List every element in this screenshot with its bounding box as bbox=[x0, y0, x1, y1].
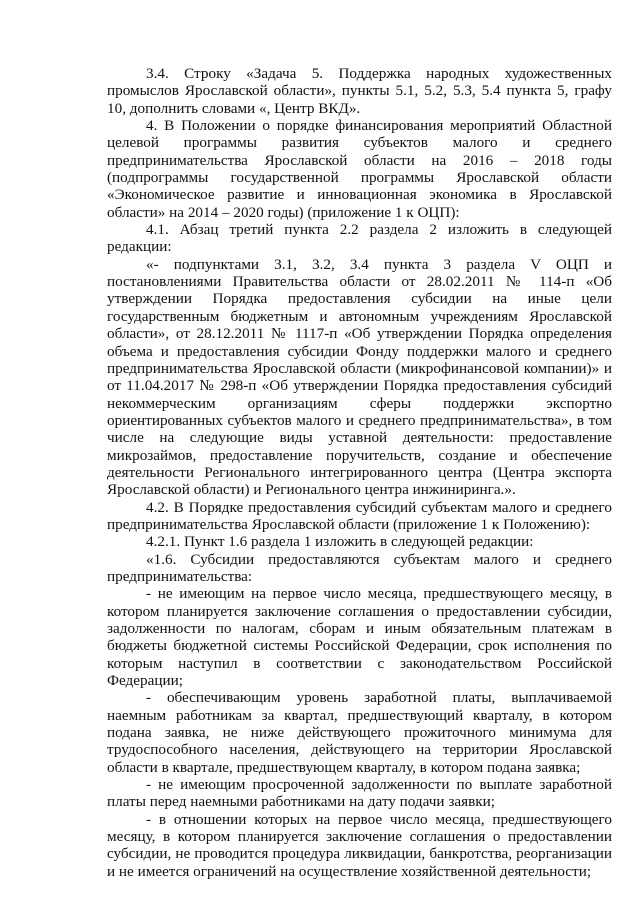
paragraph-4-2: 4.2. В Порядке предоставления субсидий субъектам малого и среднего предпринимательства Ярославской области (приложение 1 к Положению): bbox=[107, 498, 612, 533]
paragraph-4-2-1: 4.2.1. Пункт 1.6 раздела 1 изложить в следующей редакции: bbox=[146, 533, 534, 551]
paragraph-4-1-quote: «- подпунктами 3.1, 3.2, 3.4 пункта 3 раздела V ОЦП и постановлениями Правительства области от 28.02.2011 № 114-п «Об утверждении Порядка предоставления субсидии на иные цели государственным бюджетным и автономным учреждениям Ярославской области», от 28.12.2011 № 1117-п «Об утверждении Порядка определения объема и предоставления субсидии Фонду поддержки малого и среднего предпринимательства Ярославской области (микрофинансовой компании)» и от 11.04.2017 № 298-п «Об утверждении Порядка предоставления субсидий некоммерческим организациям сферы поддержки экспортно ориентированных субъектов малого и среднего предпринимательства», в том числе на следующие виды уставной деятельности: предоставление микрозаймов, предоставление поручительств, создание и обеспечение деятельности Регионального интегрированного центра (Центра экспорта Ярославской области) и Регионального центра инжиниринга.». bbox=[107, 255, 612, 499]
list-item-wage-arrears: - не имеющим просроченной задолженности по выплате заработной платы перед наемными работниками на дату подачи заявки; bbox=[107, 776, 612, 811]
paragraph-4-1: 4.1. Абзац третий пункта 2.2 раздела 2 изложить в следующей редакции: bbox=[107, 221, 612, 256]
paragraph-4: 4. В Положении о порядке финансирования мероприятий Областной целевой программы развития субъектов малого и среднего предпринимательства Ярославской области на 2016 – 2018 годы (подпрограммы государственной программы Ярославской области «Экономическое развитие и инновационная экономика в Ярославской области» на 2014 – 2020 годы) (приложение 1 к ОЦП): bbox=[107, 117, 612, 221]
document-body bbox=[107, 65, 612, 880]
list-item-wage-level: - обеспечивающим уровень заработной платы, выплачиваемой наемным работникам за квартал, предшествующий кварталу, в котором подана заявка, не ниже действующего прожиточного минимума для трудоспособного населения, действующего на территории Ярославской области в квартале, предшествующем кварталу, в котором подана заявка; bbox=[107, 689, 612, 776]
paragraph-1-6: «1.6. Субсидии предоставляются субъектам малого и среднего предпринимательства: bbox=[107, 550, 612, 585]
list-item-tax-debt: - не имеющим на первое число месяца, предшествующего месяцу, в котором планируется заключение соглашения о предоставлении субсидии, задолженности по налогам, сборам и иным обязательным платежам в бюджеты бюджетной системы Российской Федерации, срок исполнения по которым наступил в соответствии с законодательством Российской Федерации; bbox=[107, 585, 612, 690]
list-item-liquidation: - в отношении которых на первое число месяца, предшествующего месяцу, в котором планируется заключение соглашения о предоставлении субсидии, не проводится процедура ликвидации, банкротства, реорганизации и не имеется ограничений на осуществление хозяйственной деятельности; bbox=[107, 810, 612, 880]
paragraph-3-4: 3.4. Строку «Задача 5. Поддержка народных художественных промыслов Ярославской области», пункты 5.1, 5.2, 5.3, 5.4 пункта 5, графу 10, дополнить словами «, Центр ВКД». bbox=[107, 65, 612, 117]
